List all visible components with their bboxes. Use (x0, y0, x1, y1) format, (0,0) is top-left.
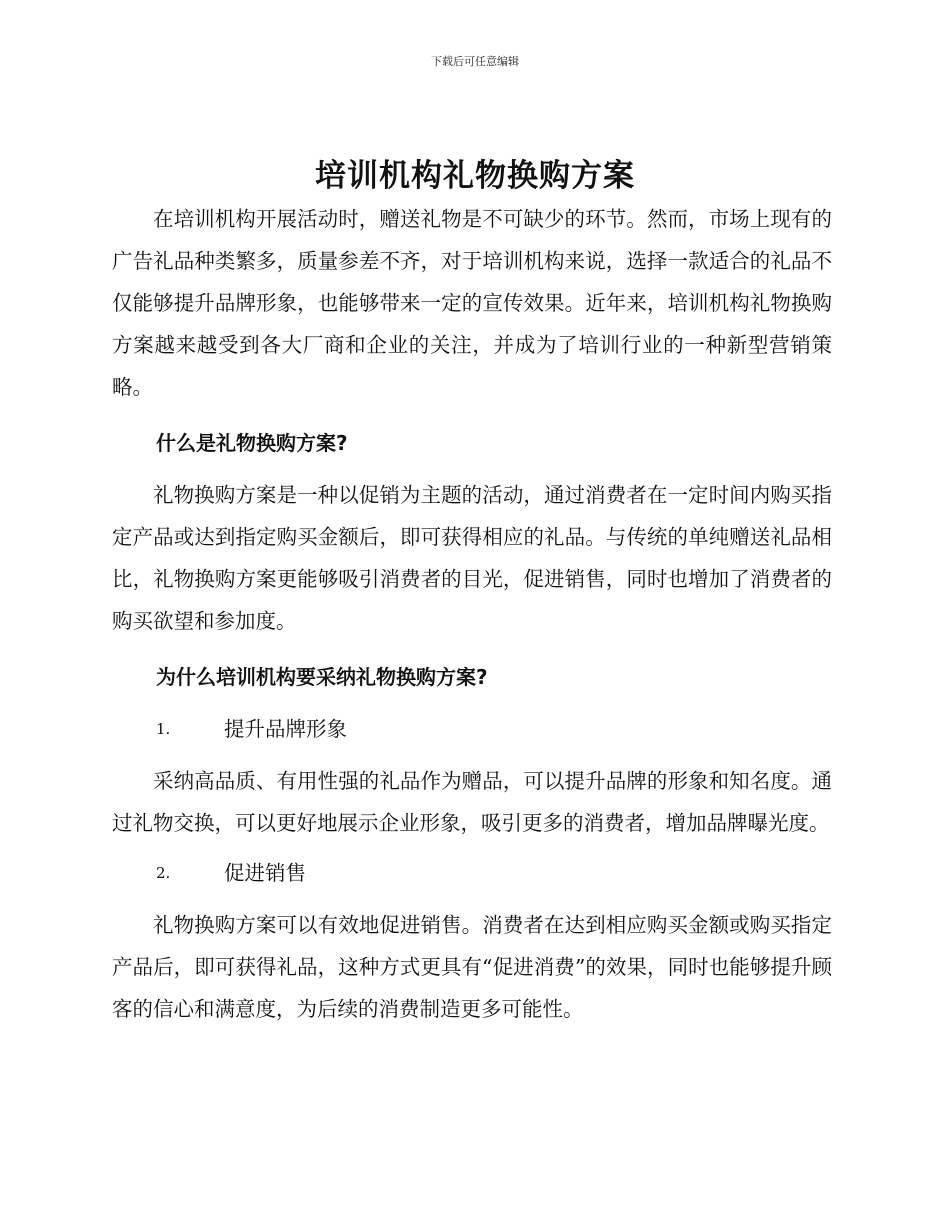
list-number: 2. (156, 864, 171, 882)
header-note: 下载后可任意编辑 (431, 55, 519, 68)
list-label: 促进销售 (224, 861, 306, 885)
document-title: 培训机构礼物换购方案 (315, 158, 635, 194)
list-item (112, 852, 832, 894)
section-what-paragraph: 礼物换购方案是一种以促销为主题的活动，通过消费者在一定时间内购买指定产品或达到指定购买金额后，即可获得相应的礼品。与传统的单纯赠送礼品相比，礼物换购方案更能够吸引消费者的目光，促进销售，同时也增加了消费者的购买欲望和参加度。 (112, 483, 832, 633)
list-item (112, 708, 832, 750)
document-body (112, 198, 832, 1030)
intro-paragraph: 在培训机构开展活动时，赠送礼物是不可缺少的环节。然而，市场上现有的广告礼品种类繁多，质量参差不齐，对于培训机构来说，选择一款适合的礼品不仅能够提升品牌形象，也能够带来一定的宣传效果。近年来，培训机构礼物换购方案越来越受到各大厂商和企业的关注，并成为了培训行业的一种新型营销策略。 (112, 207, 832, 399)
list-item-paragraph: 礼物换购方案可以有效地促进销售。消费者在达到相应购买金额或购买指定产品后，即可获得礼品，这种方式更具有“促进消费”的效果，同时也能够提升顾客的信心和满意度，为后续的消费制造更多可能性。 (112, 913, 832, 1021)
section-heading-what: 什么是礼物换购方案? (156, 431, 348, 455)
list-number: 1. (156, 720, 171, 738)
section-heading-why: 为什么培训机构要采纳礼物换购方案? (156, 665, 488, 689)
list-item-paragraph: 采纳高品质、有用性强的礼品作为赠品，可以提升品牌的形象和知名度。通过礼物交换，可以更好地展示企业形象，吸引更多的消费者，增加品牌曝光度。 (112, 769, 832, 835)
list-label: 提升品牌形象 (224, 717, 347, 741)
